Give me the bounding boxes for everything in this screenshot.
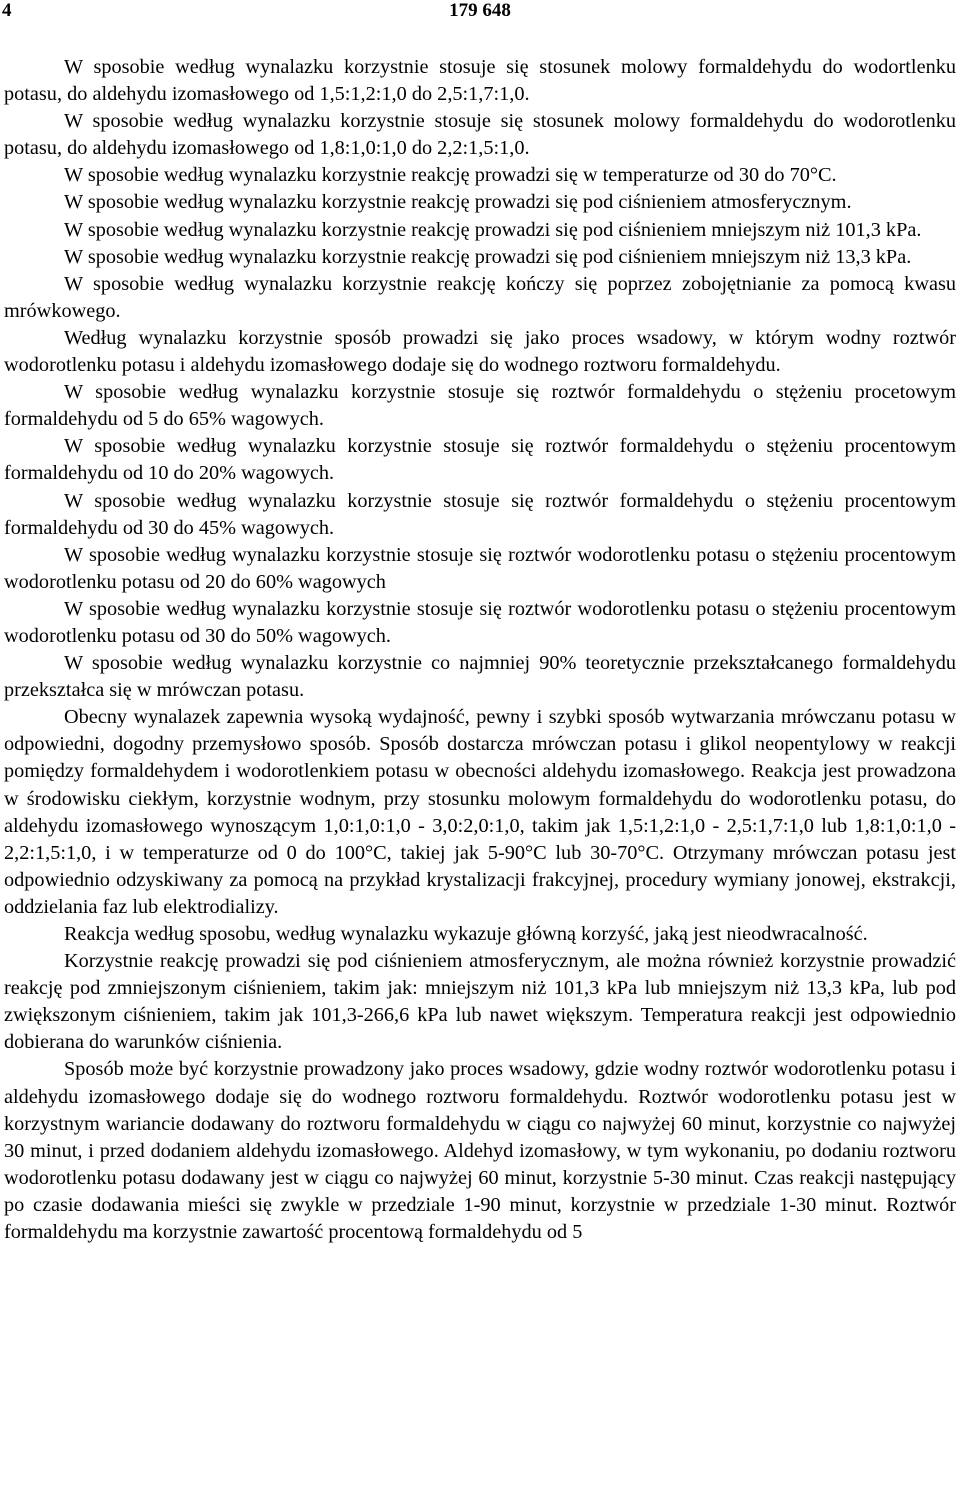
paragraph: W sposobie według wynalazku korzystnie reakcję kończy się poprzez zobojętnianie za pomocą kwasu mrówkowego. <box>4 272 956 322</box>
paragraph: Obecny wynalazek zapewnia wysoką wydajność, pewny i szybki sposób wytwarzania mrówczanu potasu w odpowiedni, dogodny przemysłowo sposób. Sposób dostarcza mrówczan potasu i glikol neopentylowy w reakcji pomiędzy formaldehydem i wodorotlenkiem potasu w obecności aldehydu izomasłowego. Reakcja jest prowadzona w środowisku ciekłym, korzystnie wodnym, przy stosunku molowym formaldehydu do wodorotlenku potasu, do aldehydu izomasłowego wynoszącym 1,0:1,0:1,0 - 3,0:2,0:1,0, takim jak 1,5:1,2:1,0 - 2,5:1,7:1,0 lub 1,8:1,0:1,0 - 2,2:1,5:1,0, i w temperaturze od 0 do 100°C, takiej jak 5-90°C lub 30-70°C. Otrzymany mrówczan potasu jest odpowiednio odzyskiwany za pomocą na przykład krystalizacji frakcyjnej, procedury wymiany jonowej, ekstrakcji, oddzielania faz lub elektrodializy. <box>4 706 956 918</box>
paragraph: W sposobie według wynalazku korzystnie reakcję prowadzi się w temperaturze od 30 do 70°C. <box>64 164 837 187</box>
paragraph: W sposobie według wynalazku korzystnie reakcję prowadzi się pod ciśnieniem mniejszym niż 101,3 kPa. <box>64 218 922 241</box>
page-header <box>0 0 960 24</box>
paragraph: Reakcja według sposobu, według wynalazku wykazuje główną korzyść, jaką jest nieodwracalność. <box>64 923 868 945</box>
patent-number: 179 648 <box>449 0 511 21</box>
paragraph: W sposobie według wynalazku korzystnie reakcję prowadzi się pod ciśnieniem atmosferycznym. <box>64 191 852 214</box>
paragraph: W sposobie według wynalazku korzystnie co najmniej 90% teoretycznie przekształcanego formaldehydu przekształca się w mrówczan potasu. <box>4 652 956 702</box>
paragraph: Korzystnie reakcję prowadzi się pod ciśnieniem atmosferycznym, ale można również korzystnie prowadzić reakcję pod zmniejszonym ciśnieniem, takim jak: mniejszym niż 101,3 kPa lub mniejszym niż 13,3 kPa, lub pod zwiększonym ciśnieniem, takim jak 101,3-266,6 kPa lub nawet większym. Temperatura reakcji jest odpowiednio dobierana do warunków ciśnienia. <box>4 950 956 1054</box>
paragraph: W sposobie według wynalazku korzystnie stosuje się stosunek molowy formaldehydu do wodortlenku potasu, do aldehydu izomasłowego od 1,5:1,2:1,0 do 2,5:1,7:1,0. <box>4 56 956 106</box>
paragraph: Sposób może być korzystnie prowadzony jako proces wsadowy, gdzie wodny roztwór wodorotlenku potasu i aldehydu izomasłowego dodaje się do wodnego roztworu formaldehydu. Roztwór wodorotlenku potasu jest w korzystnym wariancie dodawany do roztworu formaldehydu w ciągu co najwyżej 60 minut, korzystnie co najwyżej 30 minut, i przed dodaniem aldehydu izomasłowego. Aldehyd izomasłowy, w tym wykonaniu, po dodaniu roztworu wodorotlenku potasu dodawany jest w ciągu co najwyżej 60 minut, korzystnie 5-30 minut. Czas reakcji następujący po czasie dodawania mieści się zwykle w przedziale 1-90 minut, korzystnie w przedziale 1-30 minut. Roztwór formaldehydu ma korzystnie zawartość procentową formaldehydu od 5 <box>4 1058 956 1244</box>
page-number: 4 <box>2 0 12 21</box>
paragraph: W sposobie według wynalazku korzystnie stosuje się roztwór formaldehydu o stężeniu procentowym formaldehydu od 30 do 45% wagowych. <box>4 489 956 539</box>
paragraph: W sposobie według wynalazku korzystnie stosuje się roztwór wodorotlenku potasu o stężeniu procentowym wodorotlenku potasu od 30 do 50% wagowych. <box>4 597 956 647</box>
paragraph: Według wynalazku korzystnie sposób prowadzi się jako proces wsadowy, w którym wodny roztwór wodorotlenku potasu i aldehydu izomasłowego dodaje się do wodnego roztworu formaldehydu. <box>4 326 956 377</box>
paragraph: W sposobie według wynalazku korzystnie stosuje się roztwór wodorotlenku potasu o stężeniu procentowym wodorotlenku potasu od 20 do 60% wagowych <box>4 543 956 593</box>
paragraph: W sposobie według wynalazku korzystnie stosuje się roztwór formaldehydu o stężeniu procetowym formaldehydu od 5 do 65% wagowych. <box>4 381 956 431</box>
paragraph: W sposobie według wynalazku korzystnie stosuje się stosunek molowy formaldehydu do wodorotlenku potasu, do aldehydu izomasłowego od 1,8:1,0:1,0 do 2,2:1,5:1,0. <box>4 110 956 160</box>
paragraph: W sposobie według wynalazku korzystnie reakcję prowadzi się pod ciśnieniem mniejszym niż 13,3 kPa. <box>64 245 912 268</box>
document-body <box>4 54 956 1246</box>
paragraph: W sposobie według wynalazku korzystnie stosuje się roztwór formaldehydu o stężeniu procentowym formaldehydu od 10 do 20% wagowych. <box>4 435 956 485</box>
